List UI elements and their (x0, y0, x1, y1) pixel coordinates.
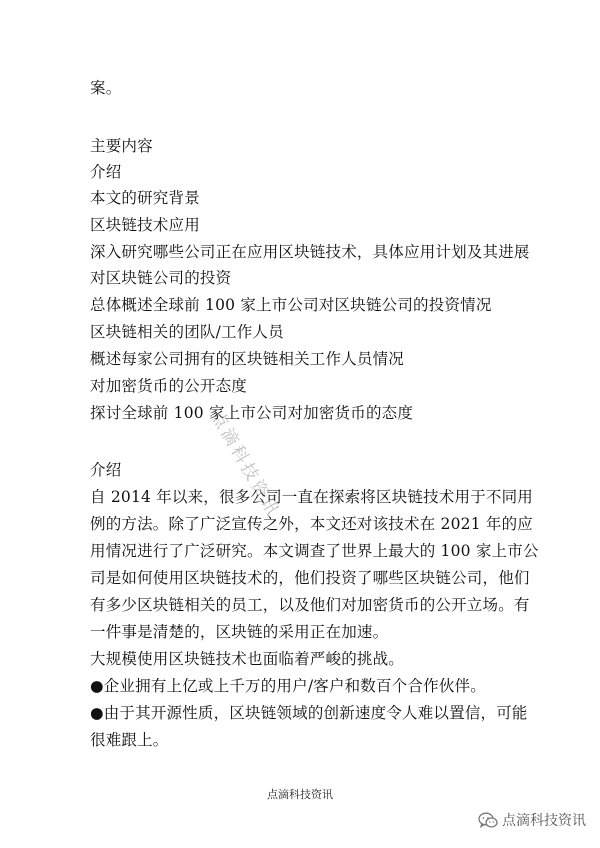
section-heading-main-contents: 主要内容 (90, 137, 153, 155)
toc-item-team: 区块链相关的团队/工作人员 (90, 323, 284, 341)
text-line-continuation: 案。 (90, 79, 122, 97)
watermark: 点滴科技资讯 (206, 407, 284, 522)
bullet-item: ●由于其开源性质，区块链领域的创新速度令人难以置信，可能 (90, 704, 528, 722)
page-footer: 点滴科技资讯 (267, 788, 333, 801)
paragraph-line: 一件事是清楚的，区块链的采用正在加速。 (90, 623, 389, 641)
paragraph-line: 有多少区块链相关的员工，以及他们对加密货币的公开立场。有 (90, 596, 530, 614)
toc-item-background: 本文的研究背景 (90, 189, 200, 207)
toc-item-crypto-attitude-desc: 探讨全球前 100 家上市公司对加密货币的态度 (90, 404, 414, 422)
paragraph-line: 大规模使用区块链技术也面临着严峻的挑战。 (90, 650, 405, 668)
toc-item-application: 区块链技术应用 (90, 216, 200, 234)
paragraph-line: 用情况进行了广泛研究。本文调查了世界上最大的 100 家上市公 (90, 542, 539, 560)
toc-item-application-desc: 深入研究哪些公司正在应用区块链技术，具体应用计划及其进展 (90, 243, 530, 261)
bullet-item: ●企业拥有上亿或上千万的用户/客户和数百个合作伙伴。 (90, 677, 486, 695)
paragraph-line: 例的方法。除了广泛宣传之外，本文还对该技术在 2021 年的应 (90, 515, 534, 533)
paragraph-line: 司是如何使用区块链技术的，他们投资了哪些区块链公司，他们 (90, 569, 530, 587)
toc-item-team-desc: 概述每家公司拥有的区块链相关工作人员情况 (90, 350, 405, 368)
paragraph-line: 自 2014 年以来，很多公司一直在探索将区块链技术用于不同用 (90, 488, 534, 506)
brand-name: 点滴科技资讯 (502, 813, 586, 829)
bullet-item-continuation: 很难跟上。 (90, 731, 169, 749)
brand-badge (478, 810, 586, 830)
wechat-icon (478, 812, 498, 829)
toc-item-investment: 对区块链公司的投资 (90, 269, 232, 287)
toc-item-investment-desc: 总体概述全球前 100 家上市公司对区块链公司的投资情况 (90, 296, 492, 314)
toc-item-crypto-attitude: 对加密货币的公开态度 (90, 377, 248, 395)
toc-item-intro: 介绍 (90, 163, 122, 181)
section-heading-intro: 介绍 (90, 461, 122, 479)
